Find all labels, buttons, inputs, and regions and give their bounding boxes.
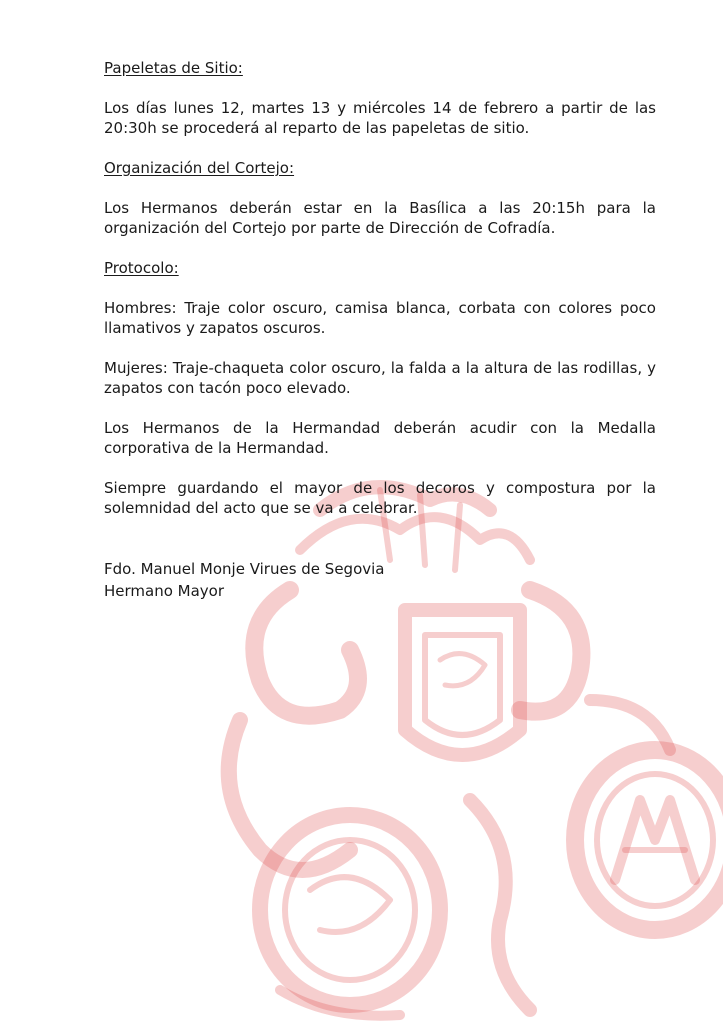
paragraph-cortejo: Los Hermanos deberán estar en la Basílica a las 20:15h para la organización del Cortejo por parte de Dirección de Cofradía. <box>104 199 656 237</box>
paragraph-hombres: Hombres: Traje color oscuro, camisa blanca, corbata con colores poco llamativos y zapatos oscuros. <box>104 299 656 337</box>
paragraph-decoro: Siempre guardando el mayor de los decoros y compostura por la solemnidad del acto que se va a celebrar. <box>104 479 656 517</box>
signature-name: Fdo. Manuel Monje Virues de Segovia <box>104 560 385 578</box>
section-heading-cortejo: Organización del Cortejo: <box>104 159 295 177</box>
paragraph-medalla: Los Hermanos de la Hermandad deberán acudir con la Medalla corporativa de la Hermandad. <box>104 419 656 457</box>
paragraph-papeletas: Los días lunes 12, martes 13 y miércoles 14 de febrero a partir de las 20:30h se procederá al reparto de las papeletas de sitio. <box>104 99 656 137</box>
signature-title: Hermano Mayor <box>104 582 225 600</box>
letter-body <box>104 58 656 602</box>
paragraph-mujeres: Mujeres: Traje-chaqueta color oscuro, la falda a la altura de las rodillas, y zapatos con tacón poco elevado. <box>104 359 656 397</box>
section-heading-papeletas: Papeletas de Sitio: <box>104 59 243 77</box>
section-heading-protocolo: Protocolo: <box>104 259 179 277</box>
